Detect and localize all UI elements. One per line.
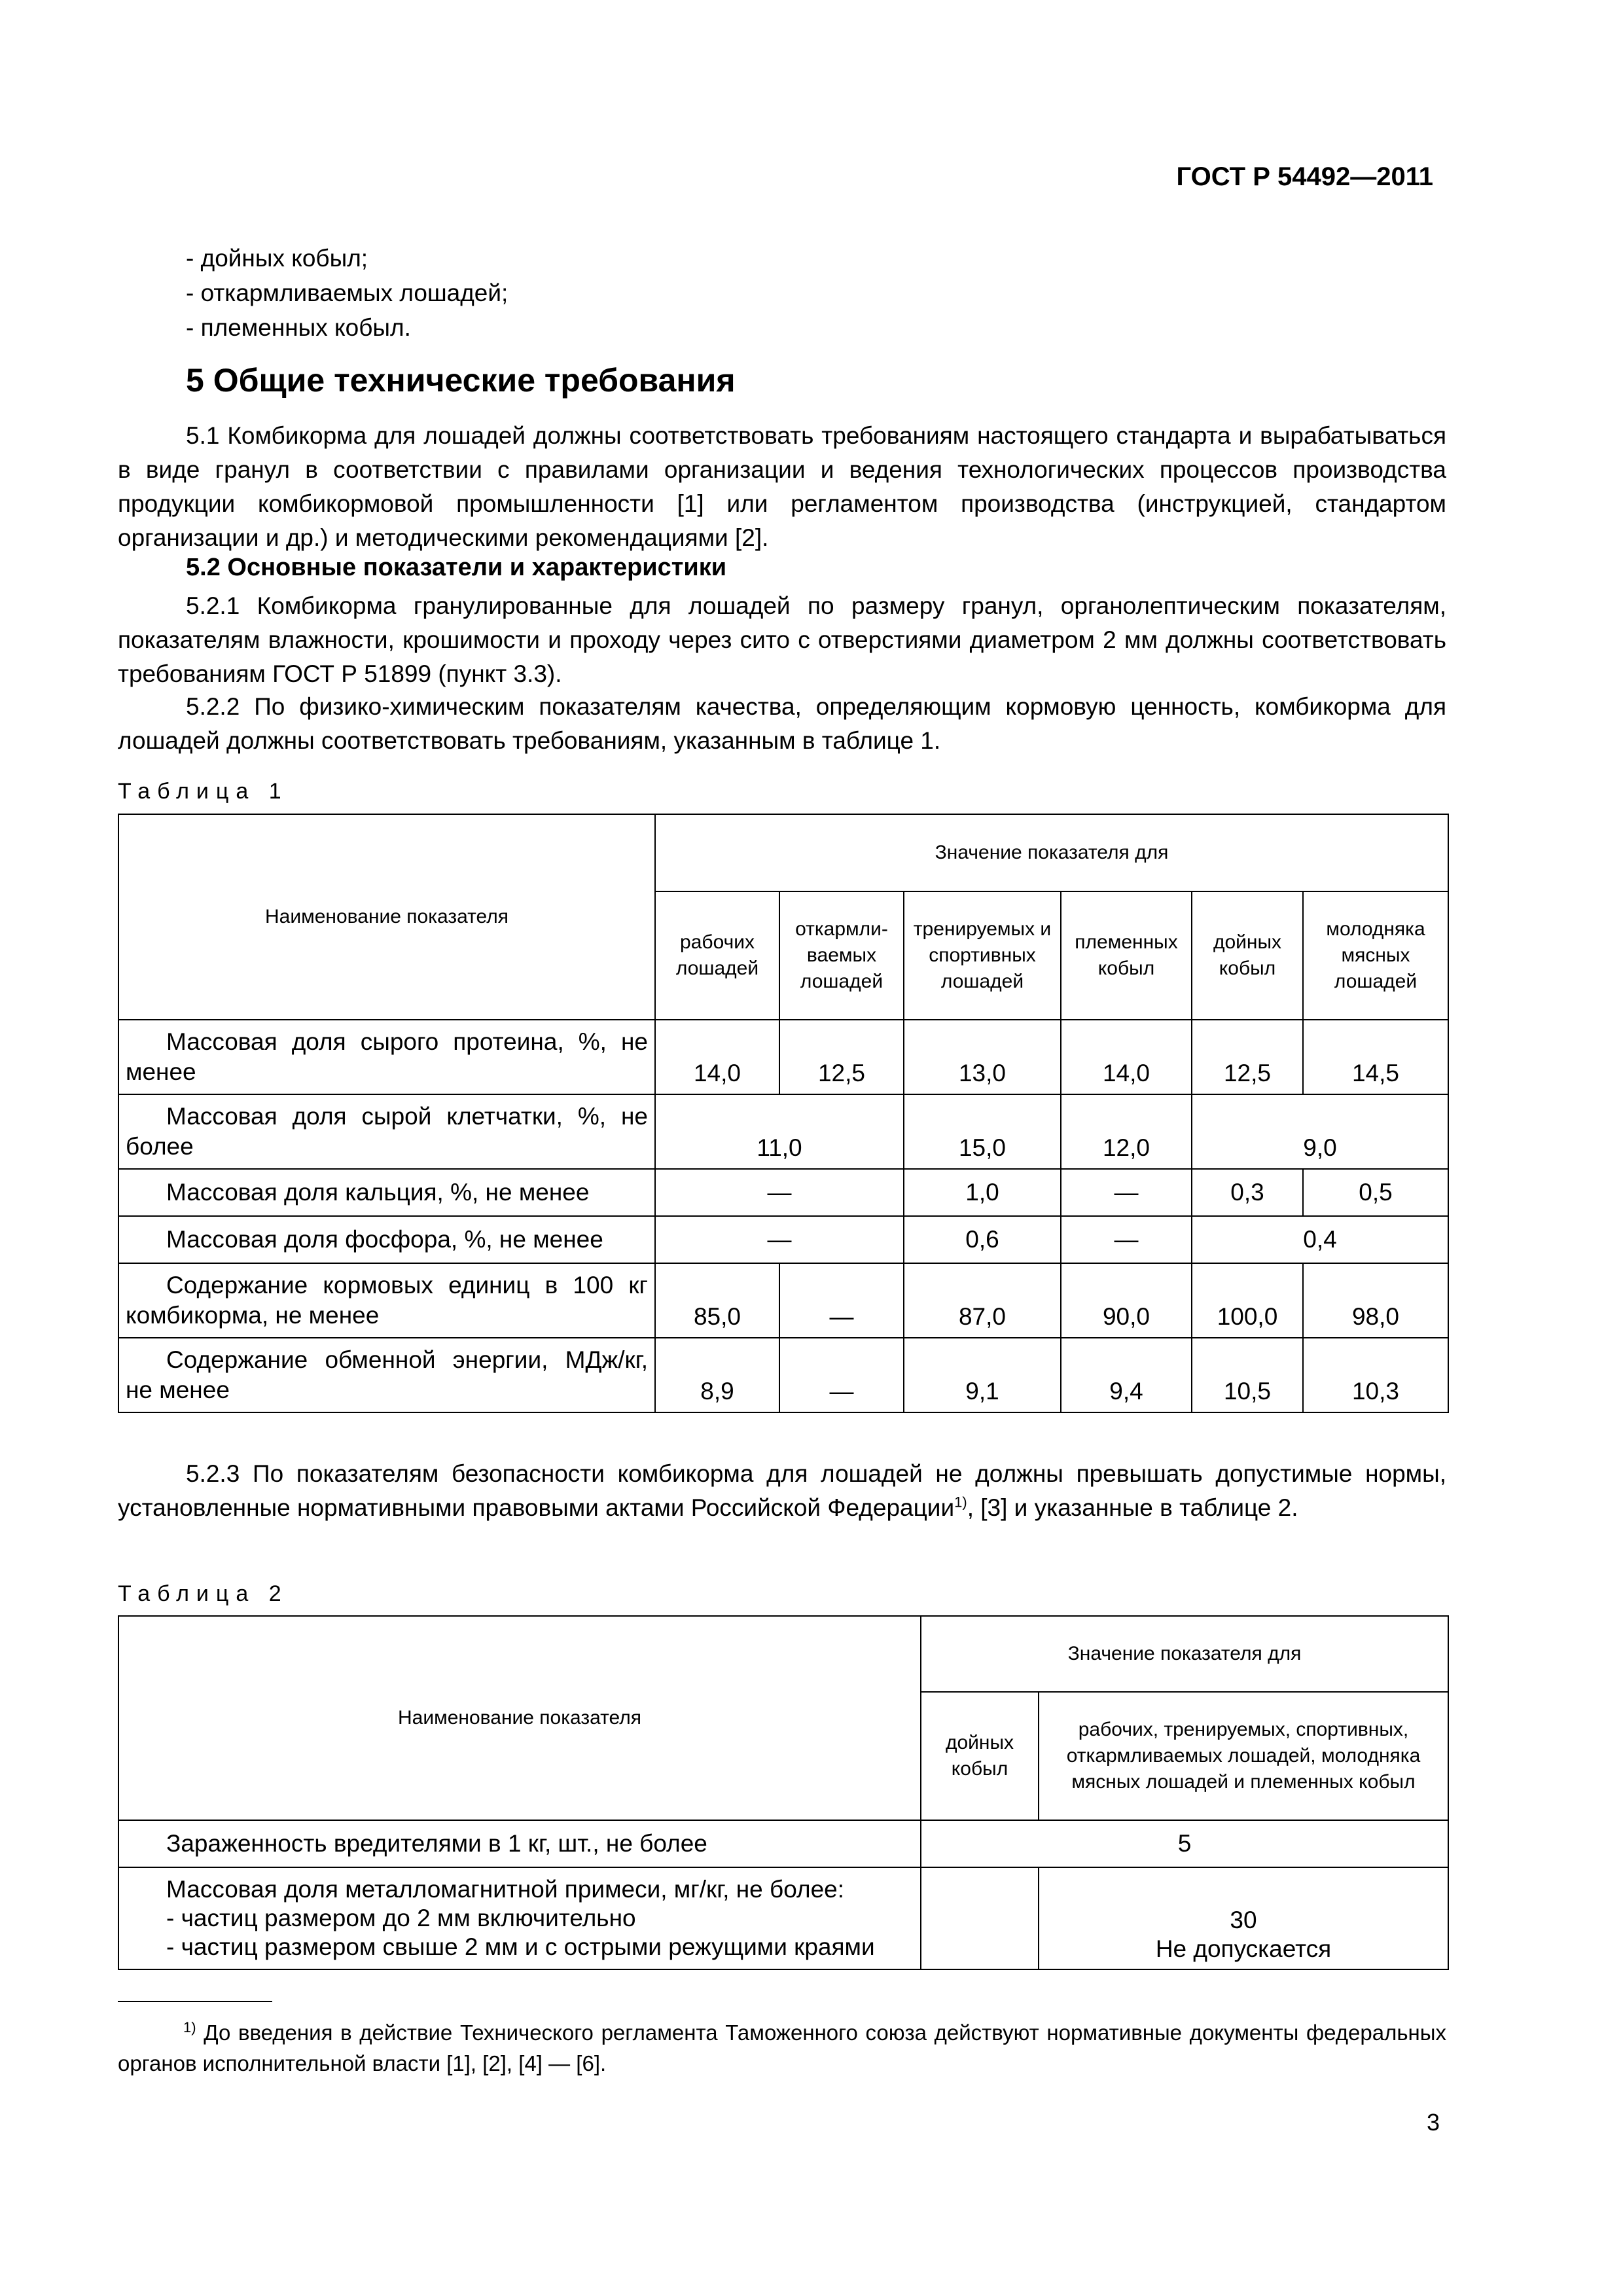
cell-empty <box>921 1867 1039 1969</box>
cell: 87,0 <box>904 1263 1061 1338</box>
column-group-header: Значение показателя для <box>655 814 1448 891</box>
footnote-ref: 1) <box>954 1494 967 1511</box>
column-header: племенных кобыл <box>1061 891 1192 1020</box>
cell: 0,5 <box>1303 1169 1448 1216</box>
list-item: - дойных кобыл; <box>186 245 368 272</box>
table-1 <box>118 814 1449 1413</box>
footnote: $^{1)}$ До введения в действие Технического регламента Таможенного союза действуют нормативные документы федеральных органов исполнительной власти [1], [2], [4] — [6]. <box>118 2019 1446 2075</box>
row-label: Массовая доля сырого протеина, %, не менее <box>118 1020 655 1094</box>
cell: 98,0 <box>1303 1263 1448 1338</box>
column-header: тренируемых и спортивных лошадей <box>904 891 1061 1020</box>
cell: — <box>655 1216 904 1263</box>
table-row <box>118 1094 1448 1169</box>
table-2 <box>118 1615 1449 1970</box>
cell: — <box>779 1338 904 1412</box>
cell: 12,0 <box>1061 1094 1192 1169</box>
paragraph-5-2-2: 5.2.2 По физико-химическим показателям качества, определяющим кормовую ценность, комбикорма для лошадей должны соответствовать требованиям, указанным в таблице 1. <box>118 693 1446 754</box>
paragraph-5-2-3: 5.2.3 По показателям безопасности комбикорма для лошадей не должны превышать допустимые нормы, установленные нормативными правовыми актами Российской Федерации$^{1)}$, [3] и указанные в таблице 2. <box>118 1460 1446 1521</box>
cell: 5 <box>921 1820 1448 1867</box>
cell: 14,5 <box>1303 1020 1448 1094</box>
footnote-marker: 1) <box>183 2019 196 2036</box>
row-label: Массовая доля металломагнитной примеси, мг/кг, не более: - частиц размером до 2 мм включительно - частиц размером свыше 2 мм и с острыми режущими краями <box>118 1867 921 1969</box>
cell: 85,0 <box>655 1263 779 1338</box>
list-item: - откармливаемых лошадей; <box>186 279 508 306</box>
table-row <box>118 1169 1448 1216</box>
cell: 0,4 <box>1192 1216 1448 1263</box>
cell: 13,0 <box>904 1020 1061 1094</box>
document-code: ГОСТ Р 54492—2011 <box>1176 162 1433 191</box>
cell: 0,3 <box>1192 1169 1303 1216</box>
column-header: дойных кобыл <box>921 1692 1039 1820</box>
cell: 0,6 <box>904 1216 1061 1263</box>
list-item: - племенных кобыл. <box>186 314 411 341</box>
table-row <box>118 1216 1448 1263</box>
cell: 12,5 <box>1192 1020 1303 1094</box>
row-label: Массовая доля кальция, %, не менее <box>118 1169 655 1216</box>
table-row <box>118 1867 1448 1969</box>
table-row <box>118 1820 1448 1867</box>
cell: — <box>779 1263 904 1338</box>
table-row <box>118 1338 1448 1412</box>
paragraph-5-1: 5.1 Комбикорма для лошадей должны соответствовать требованиям настоящего стандарта и вырабатываться в виде гранул в соответствии с правилами организации и ведения технологических процессов производства продукции комбикормовой промышленности [1] или регламентом производства (инструкцией, стандартом организации и др.) и методическими рекомендациями [2]. <box>118 422 1446 551</box>
page-number: 3 <box>1426 2109 1440 2136</box>
cell: 100,0 <box>1192 1263 1303 1338</box>
cell: 1,0 <box>904 1169 1061 1216</box>
row-label: Содержание обменной энергии, МДж/кг, не менее <box>118 1338 655 1412</box>
cell: 9,1 <box>904 1338 1061 1412</box>
column-header-indicator: Наименование показателя <box>118 814 655 1020</box>
cell: 10,3 <box>1303 1338 1448 1412</box>
cell: 8,9 <box>655 1338 779 1412</box>
paragraph-5-2-1: 5.2.1 Комбикорма гранулированные для лошадей по размеру гранул, органолептическим показателям, показателям влажности, крошимости и проходу через сито с отверстиями диаметром 2 мм должны соответствовать требованиям ГОСТ Р 51899 (пункт 3.3). <box>118 592 1446 687</box>
row-label: Зараженность вредителями в 1 кг, шт., не более <box>118 1820 921 1867</box>
column-header: рабочих лошадей <box>655 891 779 1020</box>
column-header: откармли- ваемых лошадей <box>779 891 904 1020</box>
cell: 90,0 <box>1061 1263 1192 1338</box>
cell: 9,0 <box>1192 1094 1448 1169</box>
cell: 9,4 <box>1061 1338 1192 1412</box>
column-header: дойных кобыл <box>1192 891 1303 1020</box>
animal-list <box>186 241 508 345</box>
table-row <box>118 1020 1448 1094</box>
footnote-separator <box>118 2001 272 2002</box>
subsection-title: 5.2 Основные показатели и характеристики <box>186 554 727 581</box>
column-group-header: Значение показателя для <box>921 1616 1448 1692</box>
table1-caption: Таблица 1 <box>118 779 289 804</box>
table-row <box>118 1263 1448 1338</box>
row-label: Массовая доля фосфора, %, не менее <box>118 1216 655 1263</box>
row-label: Содержание кормовых единиц в 100 кг комбикорма, не менее <box>118 1263 655 1338</box>
cell: 30 Не допускается <box>1039 1867 1448 1969</box>
cell: 14,0 <box>1061 1020 1192 1094</box>
cell: 10,5 <box>1192 1338 1303 1412</box>
section-title: 5 Общие технические требования <box>186 362 736 399</box>
column-header-indicator: Наименование показателя <box>118 1616 921 1820</box>
cell: 15,0 <box>904 1094 1061 1169</box>
cell: — <box>1061 1169 1192 1216</box>
cell: — <box>1061 1216 1192 1263</box>
cell: — <box>655 1169 904 1216</box>
column-header: рабочих, тренируемых, спортивных, откармливаемых лошадей, молодняка мясных лошадей и племенных кобыл <box>1039 1692 1448 1820</box>
cell: 11,0 <box>655 1094 904 1169</box>
cell: 12,5 <box>779 1020 904 1094</box>
table2-caption: Таблица 2 <box>118 1581 289 1606</box>
column-header: молодняка мясных лошадей <box>1303 891 1448 1020</box>
row-label: Массовая доля сырой клетчатки, %, не более <box>118 1094 655 1169</box>
cell: 14,0 <box>655 1020 779 1094</box>
